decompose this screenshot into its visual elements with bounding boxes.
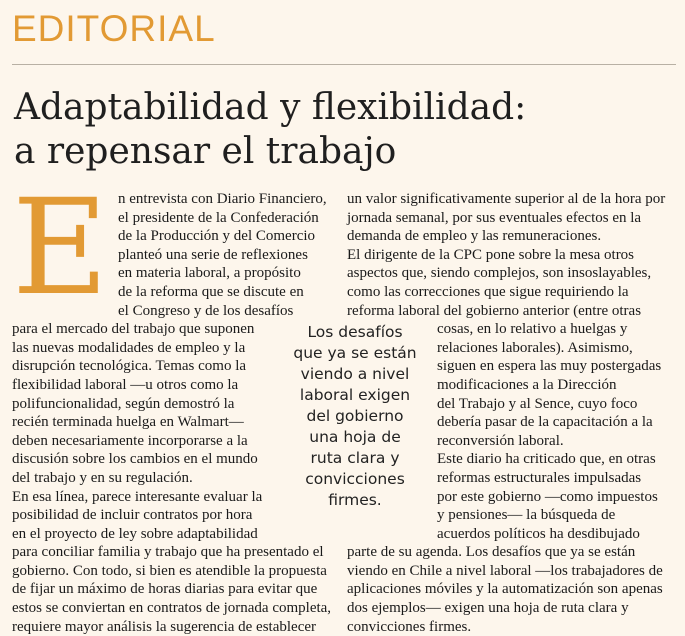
text-line: aspectos que, siendo complejos, son insoslayables,: [347, 264, 677, 283]
text-line: el Congreso y de los desafíos: [118, 302, 330, 321]
text-line: flexibilidad laboral —u otros como la: [12, 376, 330, 395]
right-para-1: [347, 190, 677, 246]
text-line: del trabajo y en su regulación.: [12, 469, 330, 488]
pull-quote-line: viendo a nivel: [280, 364, 430, 385]
text-line: acuerdos políticos ha desdibujado: [347, 525, 677, 544]
text-line: en materia laboral, a propósito: [118, 264, 330, 283]
pull-quote-line: convicciones: [280, 469, 430, 490]
headline-line-1: Adaptabilidad y flexibilidad:: [14, 86, 674, 130]
pull-quote-line: firmes.: [280, 490, 430, 511]
text-line: de la Producción y del Comercio: [118, 227, 330, 246]
text-line: en el proyecto de ley sobre adaptabilidad: [12, 525, 330, 544]
text-line: aplicaciones móviles y la automatización son apenas: [347, 580, 677, 599]
text-line: parte de su agenda. Los desafíos que ya se están: [347, 543, 677, 562]
text-line: demanda de empleo y las remuneraciones.: [347, 227, 677, 246]
pull-quote-line: del gobierno: [280, 406, 430, 427]
text-line: de fijar un máximo de horas diarias para evitar que: [12, 580, 330, 599]
text-line: del Trabajo y al Sence, cuyo foco: [347, 395, 677, 414]
text-line: recién terminada huelga en Walmart—: [12, 413, 330, 432]
pull-quote-line: laboral exigen: [280, 385, 430, 406]
text-line: posibilidad de incluir contratos por hora: [12, 506, 330, 525]
text-line: dos ejemplos— exigen una hoja de ruta clara y: [347, 599, 677, 618]
text-line: modificaciones a la Dirección: [347, 376, 677, 395]
headline: [14, 86, 674, 174]
text-line: por este gobierno —como impuestos: [347, 488, 677, 507]
section-divider: [12, 64, 676, 65]
text-line: En esa línea, parece interesante evaluar la: [12, 488, 330, 507]
text-line: n entrevista con Diario Financiero,: [118, 190, 330, 209]
text-line: debería pasar de la capacitación a la: [347, 413, 677, 432]
text-line: siguen en espera las muy postergadas: [347, 357, 677, 376]
drop-cap: E: [12, 192, 112, 310]
text-line: convicciones firmes.: [347, 618, 677, 636]
text-line: El dirigente de la CPC pone sobre la mesa otros: [347, 246, 677, 265]
text-line: polifuncionalidad, según demostró la: [12, 395, 330, 414]
text-line: gobierno. Con todo, si bien es atendible la propuesta: [12, 562, 330, 581]
pull-quote-line: una hoja de: [280, 427, 430, 448]
section-label: EDITORIAL: [12, 10, 216, 47]
text-line: viendo en Chile a nivel laboral —los trabajadores de: [347, 562, 677, 581]
text-line: para el mercado del trabajo que suponen: [12, 320, 330, 339]
text-line: discusión sobre los cambios en el mundo: [12, 450, 330, 469]
text-line: de la reforma que se discute en: [118, 283, 330, 302]
text-line: planteó una serie de reflexiones: [118, 246, 330, 265]
pull-quote-line: Los desafíos: [280, 322, 430, 343]
text-line: reforma laboral del gobierno anterior (entre otras: [347, 302, 677, 321]
text-line: Este diario ha criticado que, en otras: [347, 450, 677, 469]
text-line: jornada semanal, por sus eventuales efectos en la: [347, 209, 677, 228]
text-line: y pensiones— la búsqueda de: [347, 506, 677, 525]
text-line: el presidente de la Confederación: [118, 209, 330, 228]
text-line: para conciliar familia y trabajo que ha presentado el: [12, 543, 330, 562]
text-line: relaciones laborales). Asimismo,: [347, 339, 677, 358]
pull-quote-line: ruta clara y: [280, 448, 430, 469]
text-line: estos se conviertan en contratos de jornada completa,: [12, 599, 330, 618]
text-line: reconversión laboral.: [347, 432, 677, 451]
text-line: deben necesariamente incorporarse a la: [12, 432, 330, 451]
text-line: como las correcciones que sigue requiriendo la: [347, 283, 677, 302]
text-line: cosas, en lo relativo a huelgas y: [347, 320, 677, 339]
text-line: requiere mayor análisis la sugerencia de establecer: [12, 618, 330, 636]
headline-line-2: a repensar el trabajo: [14, 130, 674, 174]
pull-quote-line: que ya se están: [280, 343, 430, 364]
pull-quote: [280, 322, 430, 511]
text-line: disrupción tecnológica. Temas como la: [12, 357, 330, 376]
text-line: reformas estructurales impulsadas: [347, 469, 677, 488]
text-line: las nuevas modalidades de empleo y la: [12, 339, 330, 358]
lead-lines: [118, 190, 330, 320]
text-line: un valor significativamente superior al de la hora por: [347, 190, 677, 209]
